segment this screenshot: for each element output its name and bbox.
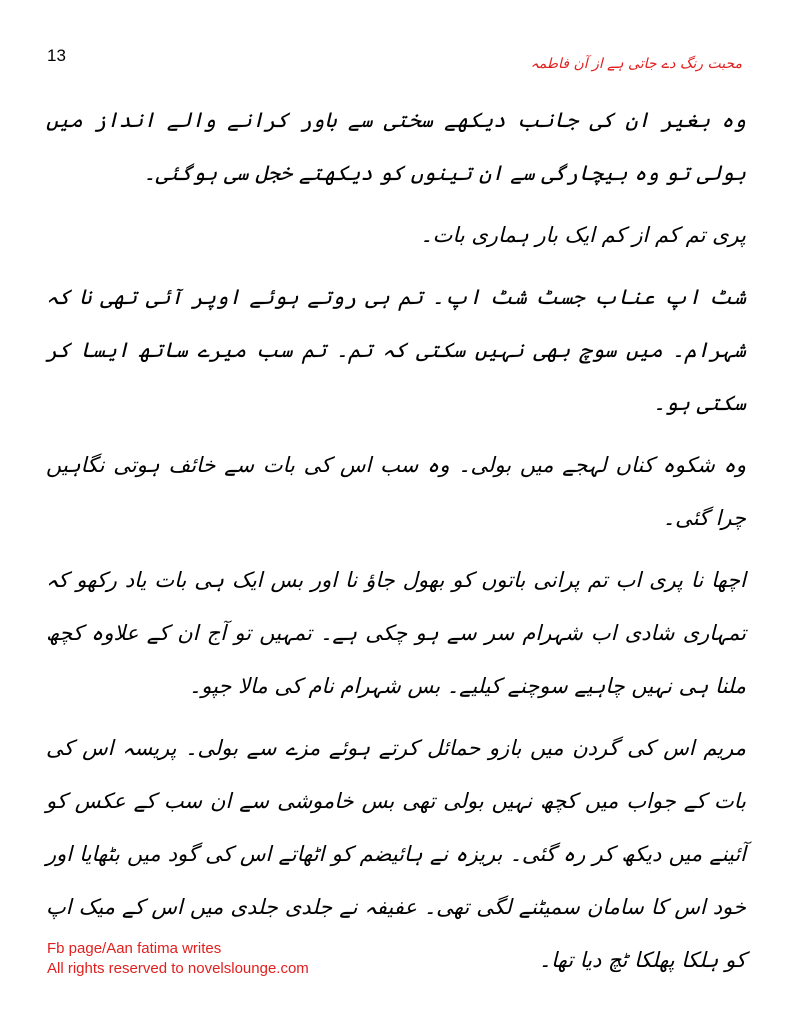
paragraph: پری تم کم از کم ایک بار ہماری بات۔ <box>420 223 746 247</box>
paragraph: وہ شکوہ کناں لہجے میں بولی۔ وہ سب اس کی بات سے خائف ہوتی نگاہیں چرا گئی۔ <box>46 453 746 530</box>
paragraph: شٹ اپ عناب جسٹ شٹ اپ۔ تم ہی روتے ہوئے اوپر آئی تھی نا کہ شہرام۔ میں سوچ بھی نہیں سکتی کہ تم۔ تم سب میرے ساتھ ایسا کر سکتی ہو۔ <box>46 285 746 415</box>
paragraph: مریم اس کی گردن میں بازو حمائل کرتے ہوئے مزے سے بولی۔ پریسہ اس کی بات کے جواب میں کچھ نہیں بولی تھی بس خاموشی سے ان سب کے عکس کو آئینے میں دیکھ کر رہ گئی۔ بریزہ نے ہائیضم کو اٹھاتے اس کی گود میں بٹھایا اور خود اس کا سامان سمیٹنے لگی تھی۔ عفیفہ نے جلدی جلدی میں اس کے میک اپ کو ہلکا پھلکا ٹچ دیا تھا۔ <box>46 736 746 972</box>
body-text <box>46 94 746 987</box>
page-number: 13 <box>47 46 66 65</box>
paragraph: وہ بغیر ان کی جانب دیکھے سختی سے باور کرانے والے انداز میں بولی تو وہ بیچارگی سے ان تینوں کو دیکھتے خجل سی ہوگئی۔ <box>46 108 746 185</box>
paragraph: اچھا نا پری اب تم پرانی باتوں کو بھول جاؤ نا اور بس ایک ہی بات یاد رکھو کہ تمہاری شادی اب شہرام سر سے ہو چکی ہے۔ تمہیں تو آج ان کے علاوہ کچھ ملنا ہی نہیں چاہیے سوچنے کیلیے۔ بس شہرام نام کی مالا جپو۔ <box>46 568 746 698</box>
footer-rights-notice: All rights reserved to novelslounge.com <box>47 960 309 977</box>
footer-facebook-page: Fb page/Aan fatima writes <box>47 940 222 957</box>
running-title: محبت رنگ دے جاتی ہے از آن فاطمہ <box>530 56 742 72</box>
footer <box>47 939 309 979</box>
